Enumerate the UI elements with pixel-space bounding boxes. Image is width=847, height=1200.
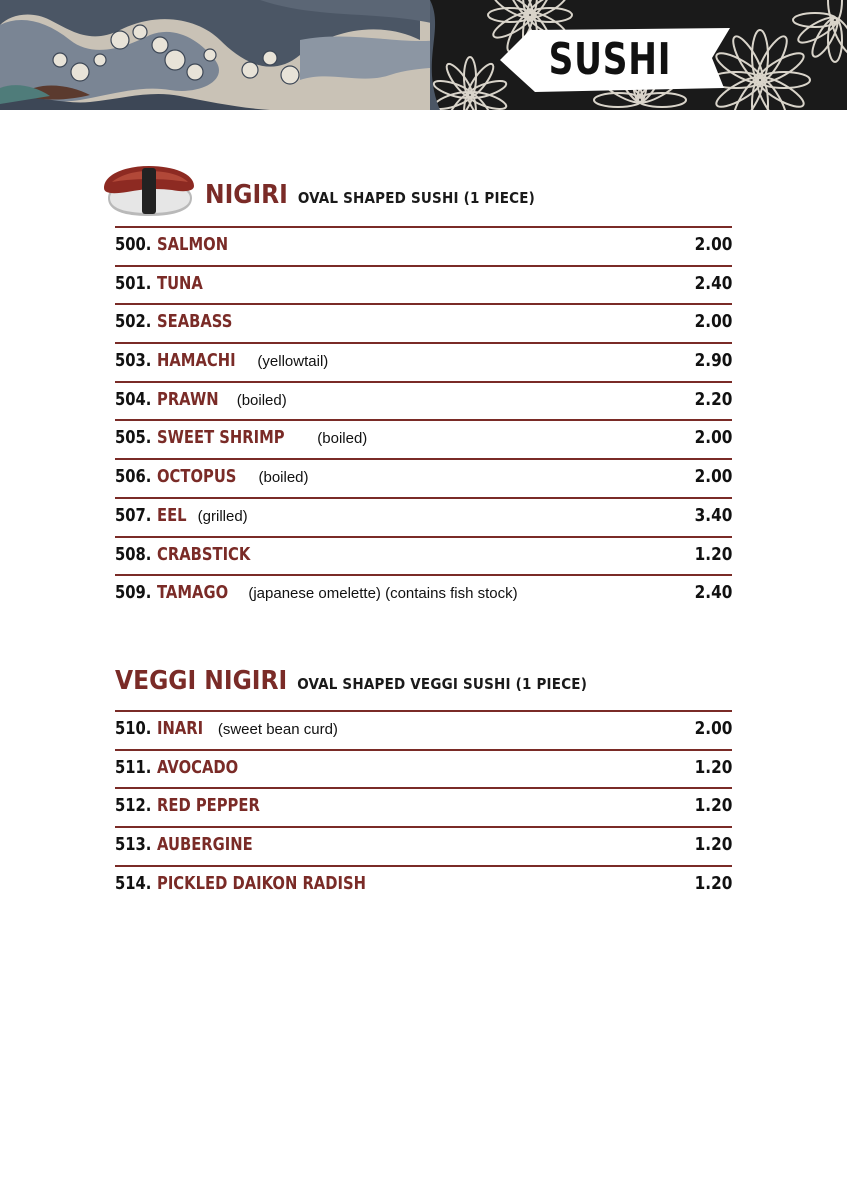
menu-item — [115, 749, 732, 788]
item-name: RED PEPPER — [156, 795, 260, 817]
item-name: SEABASS — [156, 311, 232, 333]
section-title — [205, 180, 535, 210]
item-number: 506. — [115, 466, 152, 488]
item-note: (japanese omelette) (contains fish stock) — [248, 585, 518, 603]
section-title-text: VEGGI NIGIRI — [115, 666, 288, 696]
menu-item — [115, 265, 732, 304]
section-subtitle: OVAL SHAPED SUSHI (1 PIECE) — [297, 189, 536, 207]
item-name: CRABSTICK — [156, 543, 250, 565]
item-number: 503. — [115, 350, 152, 372]
item-price: 2.20 — [694, 388, 732, 410]
section-title — [115, 666, 587, 696]
item-price: 2.00 — [694, 234, 732, 255]
item-name: AVOCADO — [156, 756, 238, 778]
menu-item — [115, 342, 732, 381]
item-name: INARI — [156, 718, 203, 739]
item-price: 1.20 — [694, 543, 732, 565]
item-price: 1.20 — [694, 756, 732, 778]
menu-item — [115, 826, 732, 865]
page-title: SUSHI — [548, 34, 672, 85]
item-number: 501. — [115, 272, 152, 294]
item-price: 2.40 — [694, 582, 732, 604]
item-name: HAMACHI — [156, 350, 236, 372]
item-name: EEL — [156, 504, 187, 526]
title-label-shape — [0, 0, 847, 110]
menu-item — [115, 710, 732, 749]
item-number: 510. — [115, 718, 152, 739]
menu-item — [115, 536, 732, 575]
item-name: OCTOPUS — [156, 466, 236, 488]
section-header — [115, 160, 732, 226]
item-price: 2.00 — [694, 718, 732, 739]
item-number: 500. — [115, 234, 152, 255]
menu-item — [115, 303, 732, 342]
item-price: 1.20 — [694, 834, 732, 856]
menu-list — [115, 226, 732, 613]
item-name: TAMAGO — [156, 582, 228, 604]
item-note: (boiled) — [258, 469, 309, 487]
nigiri-sushi-icon — [102, 162, 196, 218]
menu-item — [115, 226, 732, 265]
item-price: 1.20 — [694, 795, 732, 817]
item-name: AUBERGINE — [156, 834, 253, 856]
item-price: 3.40 — [694, 504, 732, 526]
item-name: PRAWN — [156, 388, 219, 410]
menu-item — [115, 458, 732, 497]
item-number: 512. — [115, 795, 152, 817]
menu-item — [115, 865, 732, 904]
section-title-text: NIGIRI — [205, 180, 288, 210]
item-price: 2.00 — [694, 466, 732, 488]
item-note: (boiled) — [317, 430, 368, 448]
menu-item — [115, 787, 732, 826]
menu-item — [115, 381, 732, 420]
item-number: 502. — [115, 311, 152, 333]
menu-item — [115, 419, 732, 458]
section-nigiri — [115, 160, 732, 613]
item-number: 504. — [115, 388, 152, 410]
item-note: (boiled) — [236, 391, 287, 409]
item-price: 2.00 — [694, 427, 732, 449]
item-price: 2.00 — [694, 311, 732, 333]
item-number: 513. — [115, 834, 152, 856]
section-veggi-nigiri — [115, 660, 732, 903]
item-number: 508. — [115, 543, 152, 565]
item-name: PICKLED DAIKON RADISH — [156, 872, 366, 894]
item-price: 2.40 — [694, 272, 732, 294]
menu-list — [115, 710, 732, 903]
section-subtitle: OVAL SHAPED VEGGI SUSHI (1 PIECE) — [297, 675, 588, 693]
item-price: 2.90 — [694, 350, 732, 372]
item-name: SWEET SHRIMP — [156, 427, 285, 449]
item-note: (sweet bean curd) — [217, 721, 338, 738]
header-banner — [0, 0, 847, 110]
item-number: 505. — [115, 427, 152, 449]
section-header — [115, 660, 732, 710]
item-name: TUNA — [156, 272, 203, 294]
item-name: SALMON — [156, 234, 228, 255]
item-number: 514. — [115, 872, 152, 894]
item-note: (grilled) — [197, 507, 248, 525]
item-number: 507. — [115, 504, 152, 526]
item-price: 1.20 — [694, 872, 732, 894]
menu-item — [115, 574, 732, 613]
item-number: 509. — [115, 582, 152, 604]
menu-item — [115, 497, 732, 536]
item-number: 511. — [115, 756, 152, 778]
item-note: (yellowtail) — [257, 353, 329, 371]
